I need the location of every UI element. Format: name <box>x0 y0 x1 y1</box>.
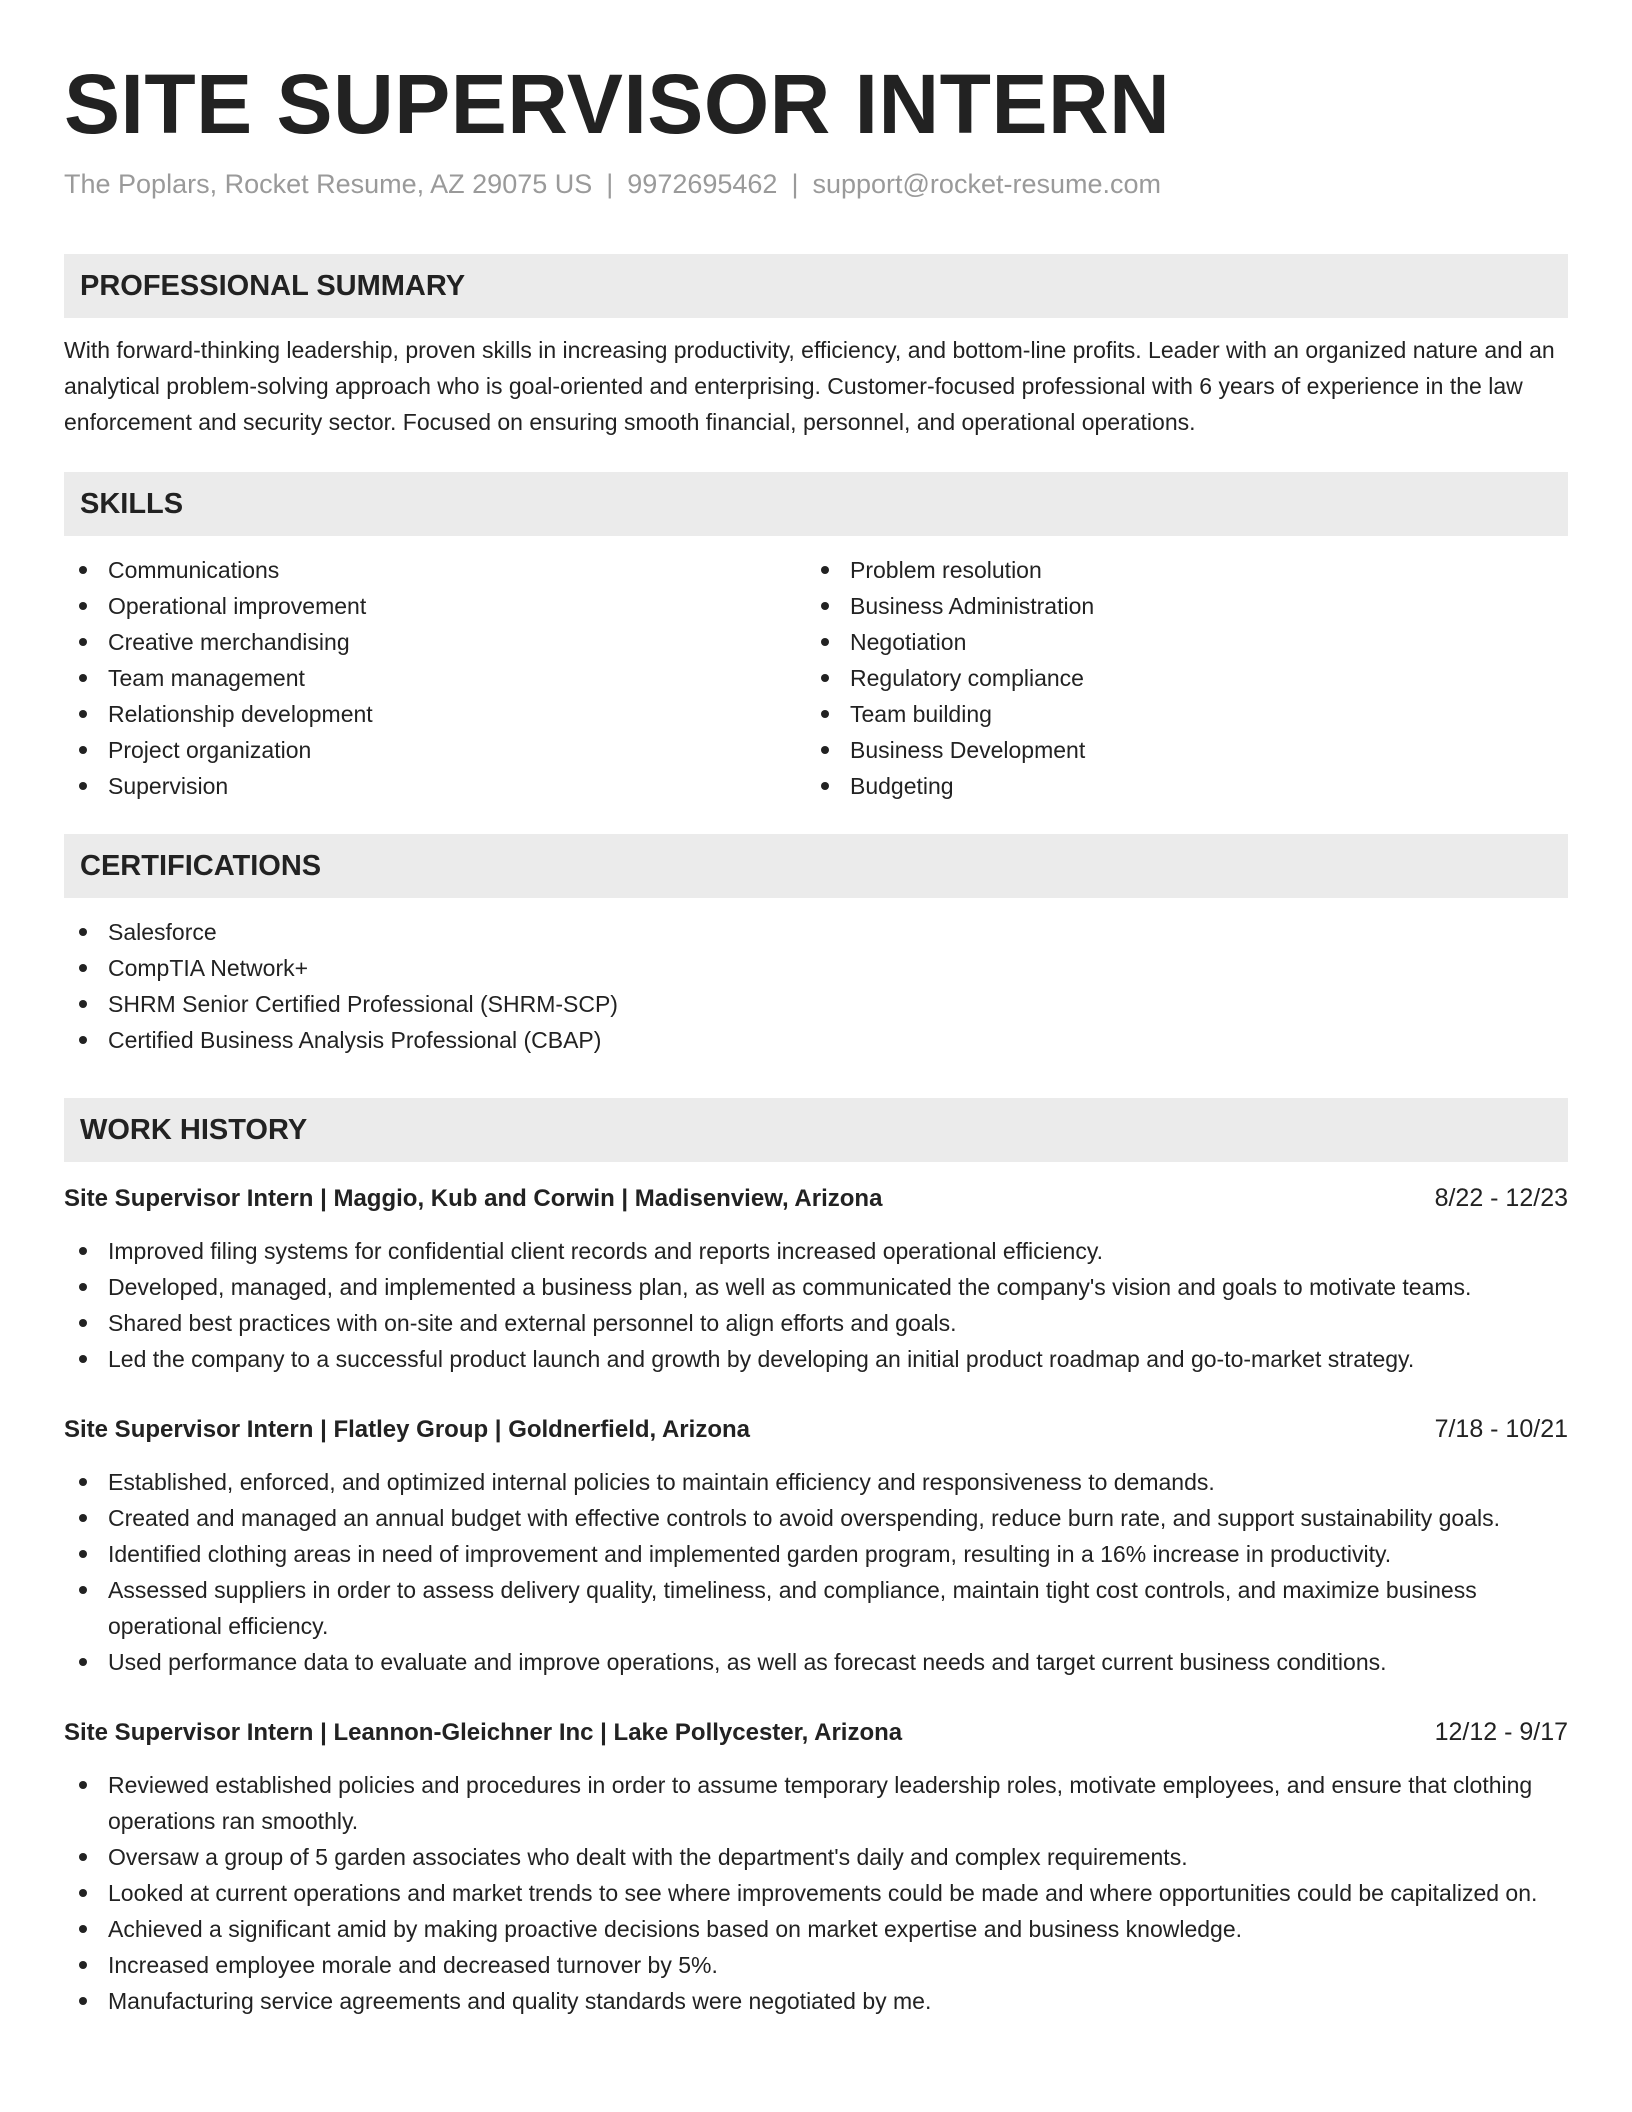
section-heading-skills: SKILLS <box>64 472 1568 536</box>
contact-separator: | <box>606 169 614 199</box>
skill-label: Relationship development <box>108 701 373 727</box>
job-title: Site Supervisor Intern | Maggio, Kub and Corwin | Madisenview, Arizona <box>64 1185 883 1212</box>
bullet-icon <box>79 1997 87 2005</box>
bullet-icon <box>79 1036 87 1044</box>
list-item <box>64 1305 1568 1341</box>
contact-address: The Poplars, Rocket Resume, AZ 29075 US <box>64 169 593 199</box>
contact-line <box>64 166 1568 202</box>
job-bullet-text: Developed, managed, and implemented a business plan, as well as communicated the company's vision and goals to motivate teams. <box>108 1274 1472 1300</box>
list-item <box>806 624 1548 660</box>
job-bullet-text: Looked at current operations and market trends to see where improvements could be made and where opportunities could be capitalized on. <box>108 1880 1538 1906</box>
bullet-icon <box>79 1478 87 1486</box>
skills-column-right <box>806 552 1548 804</box>
skills-column-left <box>64 552 806 804</box>
bullet-icon <box>79 746 87 754</box>
certification-label: Certified Business Analysis Professional (CBAP) <box>108 1027 602 1053</box>
skill-label: Business Development <box>850 737 1086 763</box>
job-bullet-text: Led the company to a successful product launch and growth by developing an initial product roadmap and go-to-market strategy. <box>108 1346 1415 1372</box>
bullet-icon <box>79 782 87 790</box>
list-item <box>806 768 1548 804</box>
job-bullet-text: Increased employee morale and decreased turnover by 5%. <box>108 1952 718 1978</box>
job-bullets <box>64 1464 1568 1680</box>
skill-label: Problem resolution <box>850 557 1042 583</box>
job-dates: 12/12 - 9/17 <box>1434 1718 1568 1746</box>
job-title: Site Supervisor Intern | Leannon-Gleichner Inc | Lake Pollycester, Arizona <box>64 1719 903 1746</box>
bullet-icon <box>79 566 87 574</box>
skills-list-left <box>64 552 806 804</box>
list-item <box>64 732 806 768</box>
bullet-icon <box>79 674 87 682</box>
skill-label: Creative merchandising <box>108 629 350 655</box>
bullet-icon <box>79 602 87 610</box>
job-bullets <box>64 1233 1568 1377</box>
bullet-icon <box>79 1247 87 1255</box>
job-bullet-text: Identified clothing areas in need of improvement and implemented garden program, resulting in a 16% increase in productivity. <box>108 1541 1392 1567</box>
list-item <box>64 552 806 588</box>
job-bullet-text: Used performance data to evaluate and improve operations, as well as forecast needs and target current business conditions. <box>108 1649 1387 1675</box>
certification-label: CompTIA Network+ <box>108 955 309 981</box>
bullet-icon <box>79 1586 87 1594</box>
list-item <box>64 1022 1568 1058</box>
list-item <box>64 1341 1568 1377</box>
bullet-icon <box>79 928 87 936</box>
bullet-icon <box>821 710 829 718</box>
certification-label: SHRM Senior Certified Professional (SHRM-SCP) <box>108 991 618 1017</box>
list-item <box>64 1875 1568 1911</box>
job-header <box>64 1411 1568 1448</box>
bullet-icon <box>821 566 829 574</box>
job-bullets <box>64 1767 1568 2019</box>
bullet-icon <box>79 1889 87 1897</box>
contact-separator: | <box>791 169 799 199</box>
job-title: Site Supervisor Intern | Flatley Group | Goldnerfield, Arizona <box>64 1416 750 1443</box>
list-item <box>64 588 806 624</box>
bullet-icon <box>79 710 87 718</box>
list-item <box>806 660 1548 696</box>
job-dates: 8/22 - 12/23 <box>1434 1184 1568 1212</box>
list-item <box>64 1572 1568 1644</box>
list-item <box>64 1947 1568 1983</box>
bullet-icon <box>821 782 829 790</box>
job-header <box>64 1180 1568 1217</box>
list-item <box>64 1644 1568 1680</box>
section-heading-summary: PROFESSIONAL SUMMARY <box>64 254 1568 318</box>
list-item <box>64 1911 1568 1947</box>
list-item <box>64 986 1568 1022</box>
job-bullet-text: Oversaw a group of 5 garden associates who dealt with the department's daily and complex requirements. <box>108 1844 1188 1870</box>
bullet-icon <box>79 1925 87 1933</box>
bullet-icon <box>79 1000 87 1008</box>
job-bullet-text: Shared best practices with on-site and external personnel to align efforts and goals. <box>108 1310 957 1336</box>
list-item <box>64 1839 1568 1875</box>
bullet-icon <box>79 1853 87 1861</box>
bullet-icon <box>79 1319 87 1327</box>
bullet-icon <box>79 1283 87 1291</box>
bullet-icon <box>79 1658 87 1666</box>
skill-label: Business Administration <box>850 593 1095 619</box>
list-item <box>64 1269 1568 1305</box>
list-item <box>64 1464 1568 1500</box>
job-bullet-text: Established, enforced, and optimized internal policies to maintain efficiency and responsiveness to demands. <box>108 1469 1215 1495</box>
bullet-icon <box>79 1961 87 1969</box>
section-heading-work-history: WORK HISTORY <box>64 1098 1568 1162</box>
job-entry <box>64 1180 1568 1377</box>
list-item <box>64 696 806 732</box>
list-item <box>806 696 1548 732</box>
summary-text: With forward-thinking leadership, proven skills in increasing productivity, efficiency, and bottom-line profits. Leader with an organized nature and an analytical problem-solving approach who is goal-oriented and enterprising. Customer-focused professional with 6 years of experience in the law enforcement and security sector. Focused on ensuring smooth financial, personnel, and operational operations. <box>64 337 1555 435</box>
bullet-icon <box>79 1550 87 1558</box>
list-item <box>64 1500 1568 1536</box>
job-bullet-text: Reviewed established policies and procedures in order to assume temporary leadership roles, motivate employees, and ensure that clothing operations ran smoothly. <box>108 1772 1533 1834</box>
bullet-icon <box>821 638 829 646</box>
bullet-icon <box>79 638 87 646</box>
list-item <box>64 950 1568 986</box>
contact-email: support@rocket-resume.com <box>812 169 1161 199</box>
bullet-icon <box>821 746 829 754</box>
job-entry <box>64 1714 1568 2019</box>
job-entry <box>64 1411 1568 1680</box>
job-header <box>64 1714 1568 1751</box>
job-bullet-text: Assessed suppliers in order to assess delivery quality, timeliness, and compliance, maintain tight cost controls, and maximize business operational efficiency. <box>108 1577 1477 1639</box>
candidate-name: SITE SUPERVISOR INTERN <box>64 57 1171 151</box>
certifications-list <box>64 914 1568 1058</box>
job-bullet-text: Manufacturing service agreements and quality standards were negotiated by me. <box>108 1988 932 2014</box>
bullet-icon <box>79 1355 87 1363</box>
skill-label: Project organization <box>108 737 312 763</box>
bullet-icon <box>821 674 829 682</box>
skill-label: Operational improvement <box>108 593 367 619</box>
contact-phone: 9972695462 <box>627 169 778 199</box>
job-bullet-text: Achieved a significant amid by making proactive decisions based on market expertise and business knowledge. <box>108 1916 1243 1942</box>
skills-columns <box>64 552 1568 804</box>
list-item <box>64 1767 1568 1839</box>
list-item <box>64 1983 1568 2019</box>
section-heading-certifications: CERTIFICATIONS <box>64 834 1568 898</box>
skill-label: Supervision <box>108 773 229 799</box>
skills-list-right <box>806 552 1548 804</box>
bullet-icon <box>821 602 829 610</box>
skill-label: Negotiation <box>850 629 967 655</box>
list-item <box>806 552 1548 588</box>
job-bullet-text: Created and managed an annual budget with effective controls to avoid overspending, reduce burn rate, and support sustainability goals. <box>108 1505 1500 1531</box>
list-item <box>64 768 806 804</box>
skill-label: Team building <box>850 701 992 727</box>
skill-label: Regulatory compliance <box>850 665 1084 691</box>
list-item <box>64 624 806 660</box>
list-item <box>64 1536 1568 1572</box>
bullet-icon <box>79 964 87 972</box>
job-dates: 7/18 - 10/21 <box>1434 1415 1568 1443</box>
list-item <box>806 732 1548 768</box>
job-bullet-text: Improved filing systems for confidential client records and reports increased operational efficiency. <box>108 1238 1104 1264</box>
skill-label: Team management <box>108 665 305 691</box>
bullet-icon <box>79 1514 87 1522</box>
list-item <box>806 588 1548 624</box>
bullet-icon <box>79 1781 87 1789</box>
list-item <box>64 660 806 696</box>
skill-label: Communications <box>108 557 280 583</box>
list-item <box>64 1233 1568 1269</box>
skill-label: Budgeting <box>850 773 954 799</box>
certification-label: Salesforce <box>108 919 217 945</box>
list-item <box>64 914 1568 950</box>
